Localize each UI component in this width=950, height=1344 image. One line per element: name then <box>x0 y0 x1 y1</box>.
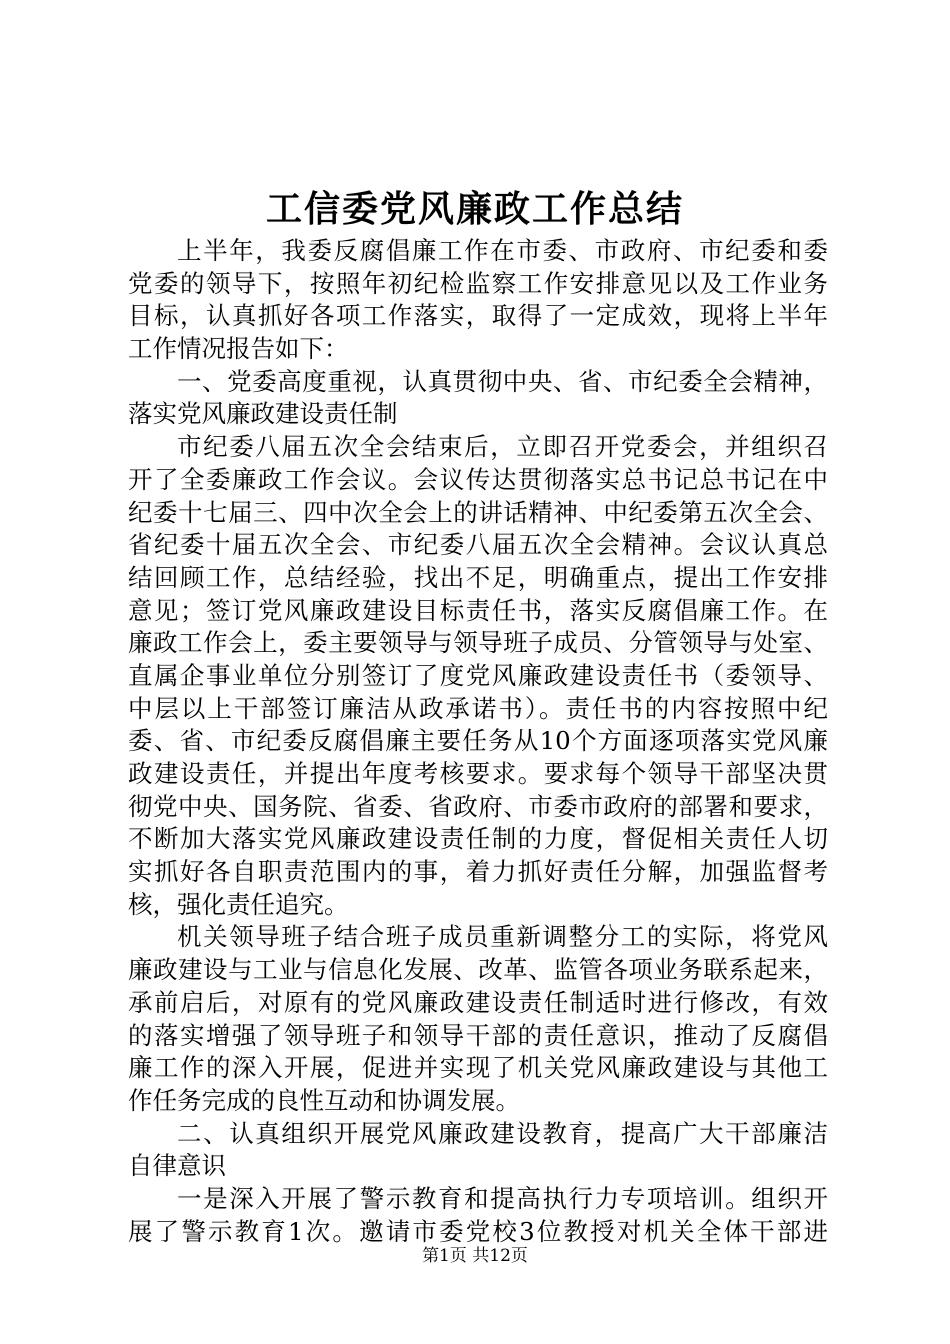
text-line: 纪委十七届三、四中次全会上的讲话精神、中纪委第五次全会、 <box>128 497 828 527</box>
text-line: 实抓好各自职责范围内的事，着力抓好责任分解，加强监督考 <box>128 857 828 887</box>
text-line: 中层以上干部签订廉洁从政承诺书）。责任书的内容按照中纪 <box>128 693 828 723</box>
text-line: 结回顾工作，总结经验，找出不足，明确重点，提出工作安排 <box>128 562 828 592</box>
text-line: 不断加大落实党风廉政建设责任制的力度，督促相关责任人切 <box>128 824 828 854</box>
text-line: 作任务完成的良性互动和协调发展。 <box>128 1085 520 1115</box>
text-line: 省纪委十届五次全会、市纪委八届五次全会精神。会议认真总 <box>128 530 828 560</box>
text-line: 展了警示教育1次。邀请市委党校3位教授对机关全体干部进 <box>128 1216 828 1246</box>
text-line: 上半年，我委反腐倡廉工作在市委、市政府、市纪委和委 <box>177 236 828 265</box>
document-title: 工信委党风廉政工作总结 <box>265 188 684 230</box>
text-line: 党委的领导下，按照年初纪检监察工作安排意见以及工作业务 <box>128 268 828 298</box>
text-line: 政建设责任，并提出年度考核要求。要求每个领导干部坚决贯 <box>128 759 828 788</box>
text-line: 机关领导班子结合班子成员重新调整分工的实际，将党风 <box>177 922 828 952</box>
text-line: 承前启后，对原有的党风廉政建设责任制适时进行修改，有效 <box>128 987 828 1017</box>
text-line: 廉工作的深入开展，促进并实现了机关党风廉政建设与其他工 <box>128 1053 828 1083</box>
document-body <box>128 235 828 1248</box>
text-line: 目标，认真抓好各项工作落实，取得了一定成效，现将上半年 <box>128 301 828 331</box>
text-line: 开了全委廉政工作会议。会议传达贯彻落实总书记总书记在中 <box>128 464 828 494</box>
text-line: 落实党风廉政建设责任制 <box>128 399 398 429</box>
text-line: 委、省、市纪委反腐倡廉主要任务从10个方面逐项落实党风廉 <box>128 726 828 756</box>
text-line: 自律意识 <box>128 1151 226 1181</box>
text-line: 一、党委高度重视，认真贯彻中央、省、市纪委全会精神， <box>177 366 828 396</box>
text-line: 核，强化责任追究。 <box>128 889 349 919</box>
text-line: 市纪委八届五次全会结束后，立即召开党委会，并组织召 <box>177 432 828 462</box>
text-line: 一是深入开展了警示教育和提高执行力专项培训。组织开 <box>177 1183 828 1213</box>
text-line: 的落实增强了领导班子和领导干部的责任意识，推动了反腐倡 <box>128 1020 828 1050</box>
page-footer: 第1页 共12页 <box>422 1246 528 1266</box>
text-line: 直属企事业单位分别签订了度党风廉政建设责任书（委领导、 <box>128 660 828 690</box>
text-line: 意见；签订党风廉政建设目标责任书，落实反腐倡廉工作。在 <box>128 595 828 625</box>
text-line: 廉政工作会上，委主要领导与领导班子成员、分管领导与处室、 <box>128 628 828 658</box>
text-line: 彻党中央、国务院、省委、省政府、市委市政府的部署和要求， <box>128 791 828 821</box>
text-line: 廉政建设与工业与信息化发展、改革、监管各项业务联系起来， <box>128 955 828 985</box>
text-line: 工作情况报告如下： <box>128 334 349 364</box>
text-line: 二、认真组织开展党风廉政建设教育，提高广大干部廉洁 <box>177 1118 828 1148</box>
